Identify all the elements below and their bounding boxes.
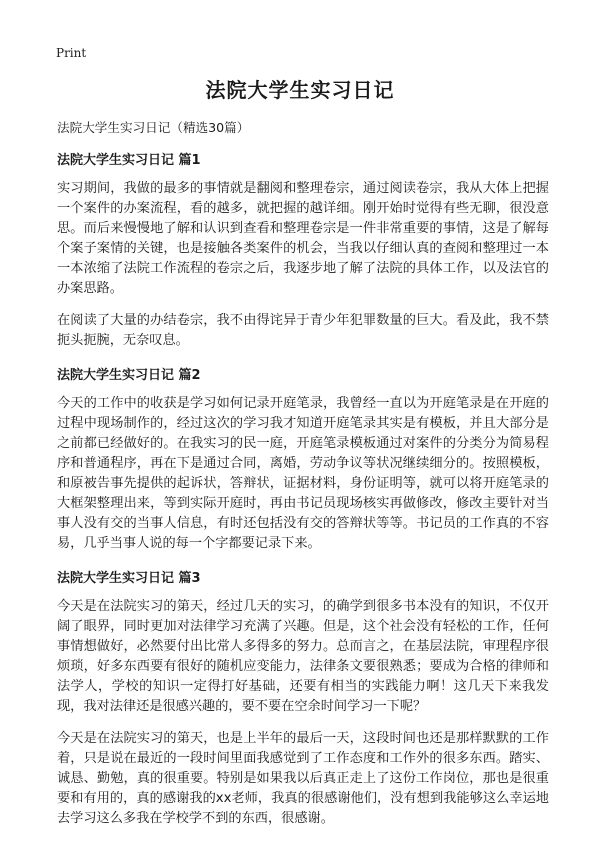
paragraph: 今天的工作中的收获是学习如何记录开庭笔录，我曾经一直以为开庭笔录是在开庭的过程中现场制作的，经过这次的学习我才知道开庭笔录其实是有模板，并且大部分是之前都已经做好的。在我实习的民一庭，开庭笔录模板通过对案件的分类分为简易程序和普通程序，再在下是通过合同，离婚，劳动争议等状况继续细分的。按照模板，和原被告事先提供的起诉状，答辩状，证据材料，身份证明等，就可以将开庭笔录的大框架整理出来，等到实际开庭时，再由书记员现场核实再做修改，修改主要针对当事人没有交的当事人信息，有时还包括没有交的答辩状等等。书记员的工作真的不容易，几乎当事人说的每一个字都要记录下来。 <box>57 396 549 551</box>
article-body <box>57 120 549 841</box>
section-1 <box>57 152 549 351</box>
paragraph: 实习期间，我做的最多的事情就是翻阅和整理卷宗，通过阅读卷宗，我从大体上把握一个案件的办案流程，看的越多，就把握的越详细。刚开始时觉得有些无聊，很没意思。而后来慢慢地了解和认识到查看和整理卷宗是一件非常重要的事情，这是了解每个案子案情的关键，也是接触各类案件的机会，当我以仔细认真的查阅和整理过一本一本浓缩了法院工作流程的卷宗之后，我逐步地了解了法院的具体工作，以及法官的办案思路。 <box>57 181 549 296</box>
section-3 <box>57 570 549 829</box>
section-2 <box>57 367 549 554</box>
print-link[interactable]: Print <box>56 46 87 60</box>
section-heading: 法院大学生实习日记 篇2 <box>57 368 201 383</box>
section-heading: 法院大学生实习日记 篇3 <box>57 571 201 586</box>
document-subtitle: 法院大学生实习日记（精选30篇） <box>57 120 250 135</box>
page-title: 法院大学生实习日记 <box>205 78 395 102</box>
paragraph: 今天是在法院实习的第天，经过几天的实习，的确学到很多书本没有的知识，不仅开阔了眼界，同时更加对法律学习充满了兴趣。但是，这个社会没有轻松的工作，任何事情想做好，必然要付出比常人多得多的努力。总而言之，在基层法院，审理程序很烦琐，好多东西要有很好的随机应变能力，法律条文要很熟悉；要成为合格的律师和法学人，学校的知识一定得打好基础，还要有相当的实践能力啊！这几天下来我发现，我对法律还是很感兴趣的，要不要在空余时间学习一下呢？ <box>57 599 549 714</box>
section-heading: 法院大学生实习日记 篇1 <box>57 153 201 168</box>
paragraph: 在阅读了大量的办结卷宗，我不由得诧异于青少年犯罪数量的巨大。看及此，我不禁扼头扼腕，无奈叹息。 <box>57 313 549 348</box>
paragraph: 今天是在法院实习的第天，也是上半年的最后一天，这段时间也还是那样默默的工作着，只是说在最近的一段时间里面我感觉到了工作态度和工作外的很多东西。踏实、诚恳、勤勉，真的很重要。特别是如果我以后真正走上了这份工作岗位，那也是很重要和有用的，真的感谢我的xx老师，我真的很感谢他们，没有想到我能够这么幸运地去学习这么多我在学校学不到的东西，很感谢。 <box>57 731 549 826</box>
